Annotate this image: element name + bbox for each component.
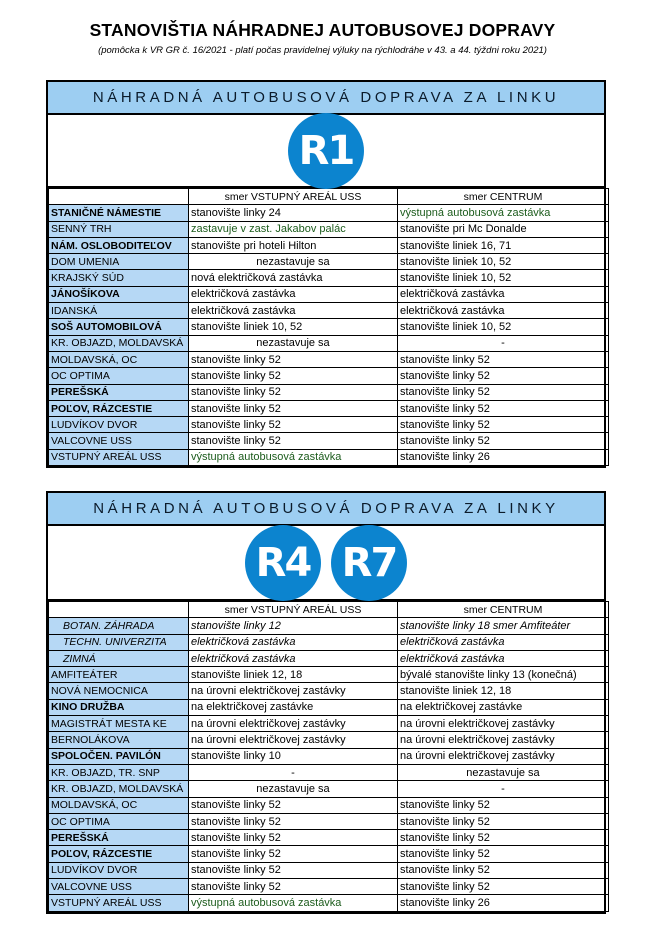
stop-direction-centrum: stanovište linky 52 — [398, 351, 609, 367]
stop-direction-centrum: stanovište linky 26 — [398, 449, 609, 465]
stop-direction-uss: stanovište liniek 12, 18 — [189, 667, 398, 683]
stop-name: LUDVÍKOV DVOR — [49, 417, 189, 433]
table-row — [49, 270, 609, 286]
stop-name: TECHN. UNIVERZITA — [49, 634, 189, 650]
stop-name: POĽOV, RÁZCESTIE — [49, 846, 189, 862]
stop-direction-uss: stanovište linky 52 — [189, 351, 398, 367]
section-r1-table — [48, 188, 609, 466]
stop-direction-centrum: stanovište liniek 16, 71 — [398, 237, 609, 253]
stop-direction-uss: električková zastávka — [189, 286, 398, 302]
stop-name: VALCOVNE USS — [49, 879, 189, 895]
table-row — [49, 716, 609, 732]
table-row — [49, 400, 609, 416]
stop-name: LUDVÍKOV DVOR — [49, 862, 189, 878]
table-row — [49, 634, 609, 650]
table-row — [49, 335, 609, 351]
stop-direction-uss: električková zastávka — [189, 303, 398, 319]
table-row — [49, 254, 609, 270]
table-row — [49, 813, 609, 829]
stop-name: JÁNOŠÍKOVA — [49, 286, 189, 302]
table-row — [49, 683, 609, 699]
stop-name: MOLDAVSKÁ, OC — [49, 351, 189, 367]
stop-direction-uss: stanovište linky 52 — [189, 368, 398, 384]
stop-name: DOM UMENIA — [49, 254, 189, 270]
header-direction-centrum: smer CENTRUM — [398, 602, 609, 618]
stop-name: MOLDAVSKÁ, OC — [49, 797, 189, 813]
stop-name: STANIČNÉ NÁMESTIE — [49, 205, 189, 221]
table-row — [49, 830, 609, 846]
stop-name: AMFITEÁTER — [49, 667, 189, 683]
section-r1-header: NÁHRADNÁ AUTOBUSOVÁ DOPRAVA ZA LINKU — [48, 82, 604, 115]
stop-direction-uss: na električkovej zastávke — [189, 699, 398, 715]
stop-name: POĽOV, RÁZCESTIE — [49, 400, 189, 416]
table-row — [49, 764, 609, 780]
stop-direction-centrum: stanovište linky 18 smer Amfiteáter — [398, 618, 609, 634]
section-r4-r7-logos — [48, 526, 604, 601]
table-row — [49, 319, 609, 335]
stop-name: MAGISTRÁT MESTA KE — [49, 716, 189, 732]
stop-direction-uss: nezastavuje sa — [189, 781, 398, 797]
header-stop — [49, 189, 189, 205]
stop-direction-centrum: električková zastávka — [398, 650, 609, 666]
stop-direction-centrum: na úrovni električkovej zastávky — [398, 732, 609, 748]
stop-direction-centrum: stanovište pri Mc Donalde — [398, 221, 609, 237]
stop-direction-uss: nezastavuje sa — [189, 335, 398, 351]
stop-direction-centrum: stanovište linky 52 — [398, 797, 609, 813]
stop-direction-centrum: na električkovej zastávke — [398, 699, 609, 715]
table-row — [49, 667, 609, 683]
stop-direction-centrum: stanovište liniek 10, 52 — [398, 254, 609, 270]
stop-direction-uss: zastavuje v zast. Jakabov palác — [189, 221, 398, 237]
stop-name: PEREŠSKÁ — [49, 384, 189, 400]
stop-name: IDANSKÁ — [49, 303, 189, 319]
stop-name: SOŠ AUTOMOBILOVÁ — [49, 319, 189, 335]
stop-direction-centrum: na úrovni električkovej zastávky — [398, 716, 609, 732]
document-title: STANOVIŠTIA NÁHRADNEJ AUTOBUSOVEJ DOPRAVY — [89, 20, 556, 40]
stop-direction-centrum: stanovište linky 52 — [398, 400, 609, 416]
stop-direction-uss: výstupná autobusová zastávka — [189, 895, 398, 911]
stop-name: KR. OBJAZD, TR. SNP — [49, 764, 189, 780]
stop-direction-uss: stanovište linky 52 — [189, 879, 398, 895]
section-r4-r7-table — [48, 601, 609, 912]
stop-name: NOVÁ NEMOCNICA — [49, 683, 189, 699]
stop-direction-centrum: stanovište linky 26 — [398, 895, 609, 911]
stop-name: PEREŠSKÁ — [49, 830, 189, 846]
stop-direction-uss: stanovište linky 10 — [189, 748, 398, 764]
stop-name: VSTUPNÝ AREÁL USS — [49, 449, 189, 465]
table-row — [49, 433, 609, 449]
stop-direction-uss: stanovište linky 52 — [189, 433, 398, 449]
stop-name: BERNOLÁKOVA — [49, 732, 189, 748]
table-row — [49, 797, 609, 813]
stop-direction-uss: výstupná autobusová zastávka — [189, 449, 398, 465]
table-row — [49, 748, 609, 764]
stop-direction-centrum: stanovište linky 52 — [398, 433, 609, 449]
stop-name: SENNÝ TRH — [49, 221, 189, 237]
stop-direction-uss: stanovište linky 52 — [189, 400, 398, 416]
stop-name: KR. OBJAZD, MOLDAVSKÁ — [49, 781, 189, 797]
stop-direction-uss: stanovište pri hoteli Hilton — [189, 237, 398, 253]
stop-direction-uss: na úrovni električkovej zastávky — [189, 683, 398, 699]
table-row — [49, 781, 609, 797]
section-r4-r7-header: NÁHRADNÁ AUTOBUSOVÁ DOPRAVA ZA LINKY — [48, 493, 604, 526]
stop-name: ZIMNÁ — [49, 650, 189, 666]
table-row — [49, 618, 609, 634]
section-r1 — [46, 80, 606, 468]
stop-direction-centrum: stanovište linky 52 — [398, 830, 609, 846]
header-direction-uss: smer VSTUPNÝ AREÁL USS — [189, 189, 398, 205]
stop-direction-centrum: električková zastávka — [398, 303, 609, 319]
stop-direction-uss: električková zastávka — [189, 634, 398, 650]
stop-name: VALCOVNE USS — [49, 433, 189, 449]
line-r7-logo: R7 — [331, 525, 407, 601]
header-direction-centrum: smer CENTRUM — [398, 189, 609, 205]
table-row — [49, 384, 609, 400]
stop-direction-centrum: bývalé stanovište linky 13 (konečná) — [398, 667, 609, 683]
table-row — [49, 862, 609, 878]
table-row — [49, 237, 609, 253]
section-r1-logos — [48, 115, 604, 188]
stop-direction-centrum: stanovište linky 52 — [398, 417, 609, 433]
stop-name: BOTAN. ZÁHRADA — [49, 618, 189, 634]
stop-direction-centrum: stanovište liniek 12, 18 — [398, 683, 609, 699]
stop-direction-uss: stanovište linky 12 — [189, 618, 398, 634]
stop-direction-uss: stanovište liniek 10, 52 — [189, 319, 398, 335]
table-row — [49, 221, 609, 237]
line-r1-logo: R1 — [288, 113, 364, 189]
stop-direction-centrum: výstupná autobusová zastávka — [398, 205, 609, 221]
stop-direction-centrum: stanovište linky 52 — [398, 384, 609, 400]
stop-direction-uss: nová električková zastávka — [189, 270, 398, 286]
stop-direction-uss: stanovište linky 24 — [189, 205, 398, 221]
stop-direction-uss: stanovište linky 52 — [189, 417, 398, 433]
table-header-row — [49, 189, 609, 205]
stop-direction-uss: stanovište linky 52 — [189, 846, 398, 862]
stop-direction-uss: nezastavuje sa — [189, 254, 398, 270]
table-row — [49, 205, 609, 221]
stop-direction-centrum: električková zastávka — [398, 286, 609, 302]
line-r4-logo: R4 — [245, 525, 321, 601]
header-stop — [49, 602, 189, 618]
table-row — [49, 303, 609, 319]
stop-direction-uss: stanovište linky 52 — [189, 813, 398, 829]
stop-direction-centrum: na úrovni električkovej zastávky — [398, 748, 609, 764]
stop-direction-uss: na úrovni električkovej zastávky — [189, 716, 398, 732]
stop-direction-uss: stanovište linky 52 — [189, 862, 398, 878]
table-row — [49, 286, 609, 302]
stop-direction-uss: stanovište linky 52 — [189, 797, 398, 813]
stop-direction-centrum: stanovište linky 52 — [398, 846, 609, 862]
stop-direction-uss: - — [189, 764, 398, 780]
table-row — [49, 879, 609, 895]
table-row — [49, 368, 609, 384]
stop-name: OC OPTIMA — [49, 813, 189, 829]
stop-direction-centrum: električková zastávka — [398, 634, 609, 650]
stop-direction-centrum: nezastavuje sa — [398, 764, 609, 780]
header-direction-uss: smer VSTUPNÝ AREÁL USS — [189, 602, 398, 618]
document-subtitle: (pomôcka k VR GR č. 16/2021 - platí počas pravidelnej výluky na rýchlodráhe v 43. a 44. týždni roku 2021) — [98, 45, 547, 56]
table-row — [49, 417, 609, 433]
stop-direction-centrum: stanovište liniek 10, 52 — [398, 270, 609, 286]
table-row — [49, 699, 609, 715]
stop-name: NÁM. OSLOBODITEĽOV — [49, 237, 189, 253]
stop-direction-uss: stanovište linky 52 — [189, 830, 398, 846]
stop-direction-centrum: - — [398, 335, 609, 351]
stop-direction-uss: na úrovni električkovej zastávky — [189, 732, 398, 748]
stop-name: KR. OBJAZD, MOLDAVSKÁ — [49, 335, 189, 351]
stop-direction-uss: stanovište linky 52 — [189, 384, 398, 400]
stop-name: KINO DRUŽBA — [49, 699, 189, 715]
table-row — [49, 449, 609, 465]
stop-direction-centrum: stanovište linky 52 — [398, 368, 609, 384]
stop-direction-centrum: stanovište linky 52 — [398, 813, 609, 829]
stop-name: SPOLOČEN. PAVILÓN — [49, 748, 189, 764]
section-r4-r7 — [46, 491, 606, 914]
table-row — [49, 895, 609, 911]
stop-direction-uss: električková zastávka — [189, 650, 398, 666]
stop-direction-centrum: stanovište linky 52 — [398, 879, 609, 895]
stop-name: VSTUPNÝ AREÁL USS — [49, 895, 189, 911]
stop-direction-centrum: stanovište linky 52 — [398, 862, 609, 878]
stop-direction-centrum: - — [398, 781, 609, 797]
stop-name: OC OPTIMA — [49, 368, 189, 384]
table-row — [49, 846, 609, 862]
stop-name: KRAJSKÝ SÚD — [49, 270, 189, 286]
table-header-row — [49, 602, 609, 618]
table-row — [49, 351, 609, 367]
stop-direction-centrum: stanovište liniek 10, 52 — [398, 319, 609, 335]
table-row — [49, 732, 609, 748]
table-row — [49, 650, 609, 666]
